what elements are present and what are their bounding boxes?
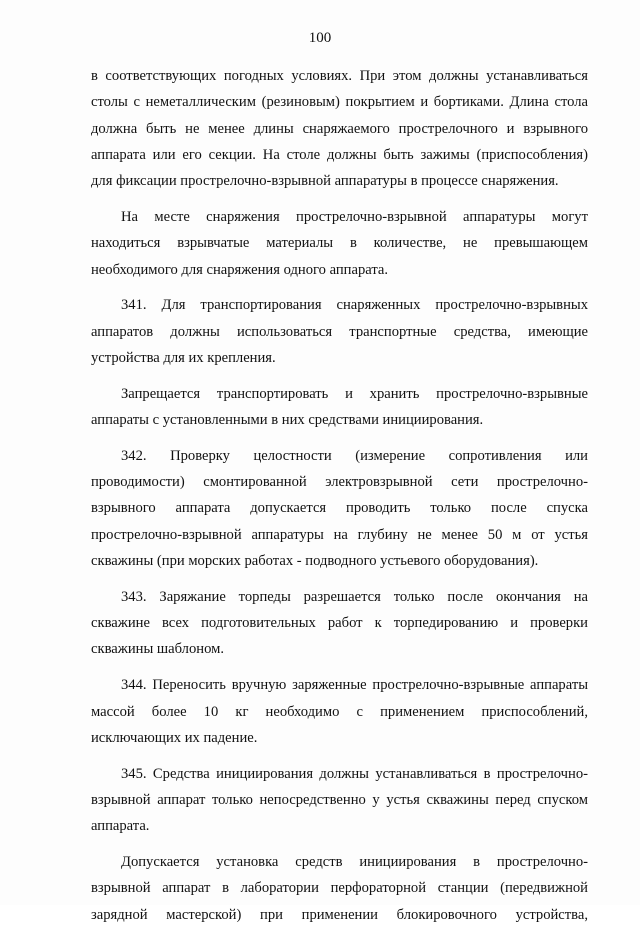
paragraph — [91, 63, 588, 194]
paragraph-gap — [91, 840, 588, 850]
text-line: скважины шаблоном. — [91, 641, 224, 658]
text-line: 343. Заряжание торпеды разрешается только после окончания на — [121, 588, 588, 605]
paragraph-gap — [91, 751, 588, 761]
text-line: должна быть не менее длины снаряжаемого прострелочного и взрывного — [91, 120, 588, 137]
text-line: аппараты с установленными в них средствами инициирования. — [91, 412, 484, 429]
paragraph-gap — [91, 574, 588, 584]
paragraph — [91, 849, 588, 928]
text-line: Допускается установка средств инициирования в прострелочно- — [121, 854, 588, 871]
paragraph — [91, 761, 588, 840]
text-line: необходимого для снаряжения одного аппарата. — [91, 261, 389, 278]
paragraph — [91, 443, 588, 574]
paragraph-gap — [91, 433, 588, 443]
text-line: На месте снаряжения прострелочно-взрывной аппаратуры могут — [121, 208, 588, 225]
document-body — [91, 63, 588, 928]
paragraph-gap — [91, 194, 588, 204]
text-line: для фиксации прострелочно-взрывной аппаратуры в процессе снаряжения. — [91, 173, 559, 190]
text-line: взрывной аппарат только непосредственно у устья скважины перед спуском — [91, 791, 588, 808]
text-line: 342. Проверку целостности (измерение сопротивления или — [121, 447, 588, 464]
text-line: массой более 10 кг необходимо с применением приспособлений, — [91, 703, 588, 720]
text-line: 344. Переносить вручную заряженные прострелочно-взрывные аппараты — [121, 677, 588, 694]
text-line: 341. Для транспортирования снаряженных прострелочно-взрывных — [121, 297, 588, 314]
text-line: взрывной аппарат в лаборатории перфораторной станции (передвижной — [91, 880, 588, 897]
text-line: аппарата или его секции. На столе должны быть зажимы (приспособления) — [91, 146, 588, 163]
text-line: находиться взрывчатые материалы в количестве, не превышающем — [91, 235, 588, 252]
text-line: в соответствующих погодных условиях. При этом должны устанавливаться — [91, 68, 588, 84]
text-line: скважине всех подготовительных работ к торпедированию и проверки — [91, 615, 588, 632]
text-line: скважины (при морских работах - подводного устьевого оборудования). — [91, 553, 539, 570]
paragraph-gap — [91, 663, 588, 673]
text-line: проводимости) смонтированной электровзрывной сети прострелочно- — [91, 474, 588, 491]
paragraph — [91, 584, 588, 663]
text-line: 345. Средства инициирования должны устанавливаться в прострелочно- — [121, 765, 588, 782]
paragraph — [91, 204, 588, 283]
text-line: прострелочно-взрывной аппаратуры на глубину не менее 50 м от устья — [91, 526, 588, 543]
text-line: устройства для их крепления. — [91, 349, 276, 366]
text-line: исключающих их падение. — [91, 729, 258, 746]
text-line: столы с неметаллическим (резиновым) покрытием и бортиками. Длина стола — [91, 94, 588, 111]
text-line: Запрещается транспортировать и хранить прострелочно-взрывные — [121, 385, 588, 402]
page-number: 100 — [308, 30, 332, 46]
text-line: взрывного аппарата допускается проводить только после спуска — [91, 500, 588, 517]
paragraph-gap — [91, 283, 588, 293]
paragraph — [91, 292, 588, 371]
text-line: аппарата. — [91, 818, 150, 835]
paragraph — [91, 672, 588, 751]
paragraph — [91, 381, 588, 434]
text-line: зарядной мастерской) при применении блокировочного устройства, — [91, 906, 588, 923]
paragraph-gap — [91, 371, 588, 381]
text-line: аппаратов должны использоваться транспортные средства, имеющие — [91, 323, 588, 340]
